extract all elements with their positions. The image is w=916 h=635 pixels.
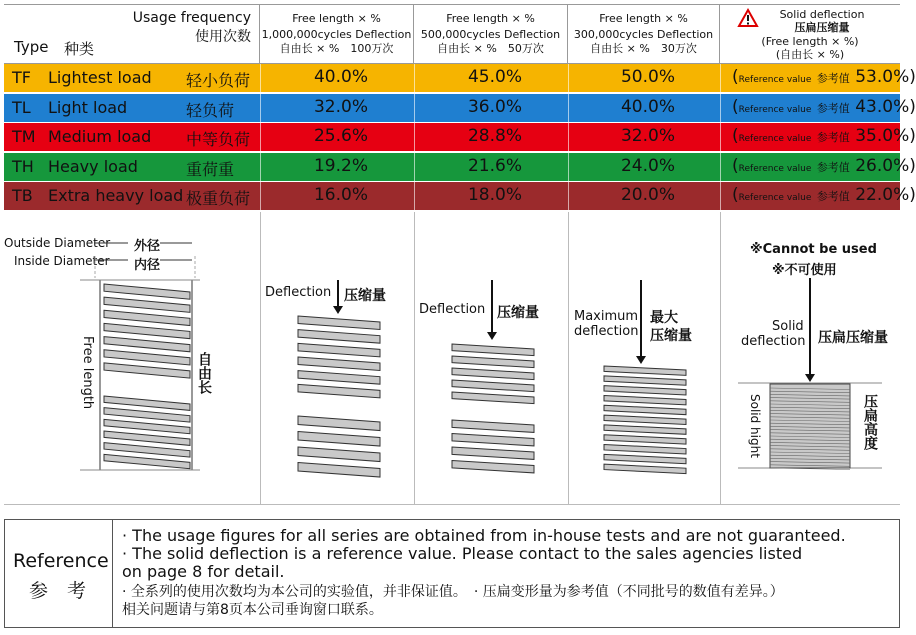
load-code: TL [12,97,31,117]
spring-coil [104,419,190,433]
spring-coil [604,454,686,463]
ref-value: 35.0% [855,126,910,147]
spring-coil [604,386,686,395]
header-type-cell [4,4,260,64]
free-spring-drawing [60,226,230,476]
load-code: TH [12,156,34,176]
spring-coil [604,405,686,414]
col1-line1: Free length × % [292,12,381,25]
ref-small-label: Reference value [738,193,812,204]
load-name: Lightest load [48,68,152,87]
spring-drawing-3 [596,278,706,478]
value-300k: 40.0% [620,96,675,117]
ref-zh-label: 参考值 [816,72,850,85]
solid-hight-label: Solid hight [748,394,762,458]
spring-drawing-2 [444,278,554,478]
spring-coil [298,447,380,462]
solid-line4: (自由长 × %) [775,48,845,61]
load-code: TF [12,68,31,87]
spring-coil [604,425,686,434]
free-length-zh: 自由长 [196,352,212,394]
reference-title-en: Reference [13,550,109,572]
solid-deflection-ref: (Reference value 参考值 35.0%) [732,126,916,147]
max-deflection-line1: Maximum [574,309,639,324]
header-col-2 [414,4,568,64]
inside-diameter-label: Inside Diameter [14,254,110,268]
ref-zh-label: 参考值 [816,160,850,174]
solid-deflection-zh: 压扁压缩量 [818,330,888,346]
table-row [4,123,916,152]
spring-coil [104,363,190,378]
ref-small-label: Reference value [738,163,812,174]
spring-coil [452,461,534,473]
solid-height-zh: 压扁高度 [862,394,878,450]
table-row [4,94,916,123]
usage-frequency-zh: 使用次数 [195,29,251,45]
load-name-zh: 重荷重 [186,159,235,179]
col2-line3: 自由长 × % 50万次 [437,42,544,55]
value-500k: 28.8% [467,126,522,147]
load-code: TB [12,186,33,206]
deflection-zh-1: 压缩量 [344,288,386,304]
spring-coil [298,416,380,431]
load-code: TM [12,127,36,147]
spring-coil [298,343,380,357]
outside-diameter-label: Outside Diameter [4,236,111,250]
value-500k: 21.6% [467,155,522,176]
ref-small-label: Reference value [738,104,812,115]
solid-deflection-ref: (Reference value 参考值 26.0%) [732,155,916,176]
spring-coil [452,447,534,459]
ref-value: 53.0% [855,67,910,87]
ref-open-paren: ( [732,155,739,176]
max-deflection-zh-2: 压缩量 [650,328,692,344]
value-300k: 24.0% [620,155,675,176]
spring-coil [604,464,686,473]
ref-value: 22.0% [855,185,910,206]
max-deflection-zh-1: 最大 [650,310,678,326]
spring-drawing-4 [736,276,886,476]
header-col-3 [568,4,720,64]
cannot-be-used-en: ※Cannot be used [750,242,877,257]
ref-value: 26.0% [855,155,910,176]
spring-coil [298,371,380,385]
outside-diameter-zh: 外径 [134,239,161,254]
value-1m: 16.0% [313,185,368,206]
note-3b: 相关问题请与第8页本公司垂询窗口联系。 [122,602,383,618]
spring-coil [452,392,534,404]
ref-open-paren: ( [732,96,739,117]
spring-coil [452,380,534,392]
col3-line2: 300,000cycles Deflection [573,28,714,41]
value-1m: 32.0% [313,96,368,117]
spring-coil [452,368,534,380]
load-name-zh: 轻负荷 [186,100,235,120]
spring-coil [452,356,534,368]
value-1m: 40.0% [313,67,368,87]
spring-coil [604,366,686,375]
col1-line2: 1,000,000cycles Deflection [261,28,412,41]
value-500k: 45.0% [467,67,522,87]
col3-line3: 自由长 × % 30万次 [590,42,697,55]
load-name: Heavy load [48,156,138,176]
col3-line1: Free length × % [599,12,688,25]
load-name-zh: 中等负荷 [186,130,251,150]
spring-coil [104,443,190,457]
cannot-be-used-zh: ※不可使用 [772,263,837,278]
load-name: Light load [48,97,128,117]
load-name-zh: 极重负荷 [186,189,251,209]
spring-coil [104,396,190,410]
spring-coil [104,431,190,445]
value-1m: 25.6% [313,126,368,147]
load-name-zh: 轻小负荷 [186,71,251,90]
type-label: Type [14,38,49,56]
spring-coil [104,350,190,365]
deflection-label-2: Deflection [419,302,486,317]
reference-heading [5,520,113,627]
ref-open-paren: ( [732,67,739,87]
spring-coil [104,454,190,468]
spring-coil [298,384,380,398]
spring-coil [104,323,190,338]
deflection-label-1: Deflection [265,285,332,300]
spring-coil [604,415,686,424]
value-300k: 32.0% [620,126,675,147]
spring-coil [104,297,190,312]
spring-coil [604,395,686,404]
header-col-1 [260,4,414,64]
spring-coil [604,445,686,454]
load-name: Medium load [48,127,152,147]
solid-line1: Solid deflection [779,8,865,21]
spring-coil [298,330,380,344]
spring-coil [298,357,380,371]
header-solid [720,4,900,64]
free-length-label: Free length [80,336,95,410]
usage-frequency-en: Usage frequency [132,10,251,26]
spring-coil [452,434,534,446]
spring-coil [104,408,190,422]
note-2b: on page 8 for detail. [122,562,285,581]
spring-coil [298,432,380,447]
ref-open-paren: ( [732,126,739,147]
table-row [4,153,916,182]
spring-coil [104,284,190,299]
table-row [4,182,916,211]
solid-deflection-ref: (Reference value 参考值 53.0%) [732,67,916,87]
spring-coil [104,337,190,352]
reference-title-zh: 参 考 [29,580,87,602]
value-300k: 50.0% [620,67,675,87]
col2-line2: 500,000cycles Deflection [420,28,561,41]
spring-coil [452,420,534,432]
spring-coil [452,344,534,356]
value-300k: 20.0% [620,185,675,206]
spring-coil [604,376,686,385]
ref-small-label: Reference value [738,75,812,85]
col2-line1: Free length × % [446,12,535,25]
solid-line2: 压扁压缩量 [794,21,850,34]
spring-drawing-1 [290,278,400,478]
value-500k: 18.0% [467,185,522,206]
note-2a: · The solid deflection is a reference value. Please contact to the sales agencies listed [122,544,803,563]
ref-zh-label: 参考值 [816,131,850,145]
ref-open-paren: ( [732,185,739,206]
spring-coil [604,435,686,444]
type-label-zh: 种类 [64,40,95,58]
value-1m: 19.2% [313,155,368,176]
solid-deflection-line1: Solid [772,319,804,334]
load-name: Extra heavy load [48,186,184,206]
solid-deflection-ref: (Reference value 参考值 22.0%) [732,185,916,206]
ref-value: 43.0% [855,96,910,117]
table-row [4,64,916,93]
deflection-zh-2: 压缩量 [497,305,539,321]
solid-deflection-line2: deflection [741,334,806,349]
solid-deflection-ref: (Reference value 参考值 43.0%) [732,96,916,117]
note-1: · The usage figures for all series are obtained from in-house tests and are not guaranteed. [122,526,846,545]
inside-diameter-zh: 内径 [134,258,161,273]
note-3a: · 全系列的使用次数均为本公司的实验值，并非保证值。 · 压扁变形量为参考值（不同批号的数值有差异。） [122,584,784,600]
ref-zh-label: 参考值 [816,101,850,115]
spring-coil [104,310,190,325]
ref-small-label: Reference value [738,134,812,145]
ref-zh-label: 参考值 [816,190,850,204]
col1-line3: 自由长 × % 100万次 [279,42,394,55]
max-deflection-line2: deflection [574,324,639,339]
spring-coil [298,316,380,330]
spring-coil [298,463,380,478]
solid-line3: (Free length × %) [761,35,859,48]
value-500k: 36.0% [467,96,522,117]
